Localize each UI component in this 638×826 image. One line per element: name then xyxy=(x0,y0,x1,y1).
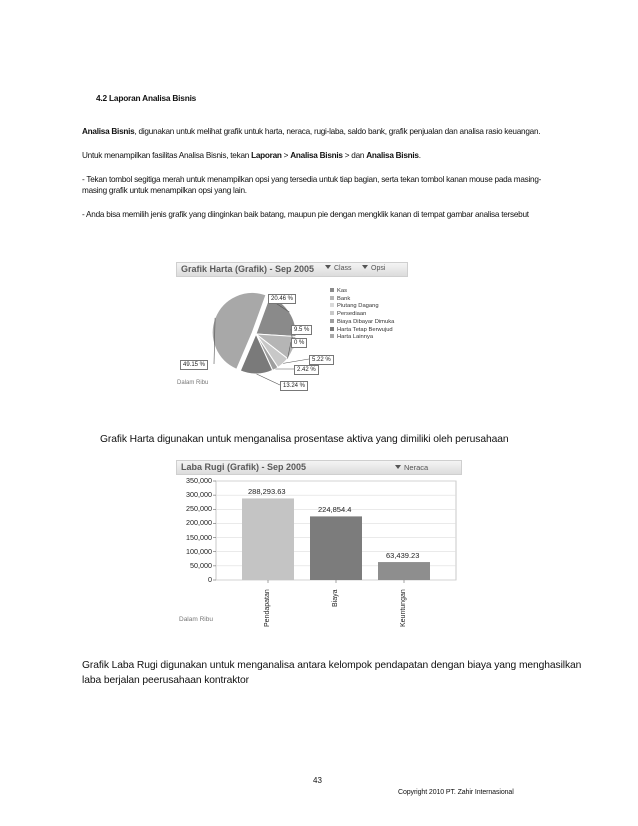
pie-value-label: 13.24 % xyxy=(280,381,308,391)
y-tick-label: 300,000 xyxy=(186,490,212,500)
pie-value-label: 20.46 % xyxy=(268,294,296,304)
caption-laba-rugi xyxy=(82,658,581,688)
bar-value-label: 288,293.63 xyxy=(248,487,286,497)
legend-item xyxy=(330,288,347,294)
legend-swatch xyxy=(330,319,334,323)
tip-1-line-1: - Tekan tombol segitiga merah untuk menampilkan opsi yang tersedia untuk tiap bagian, serta tekan tombol kanan mouse pada masing- xyxy=(82,175,542,184)
y-tick-label: 150,000 xyxy=(186,532,212,542)
menu-analisa-bisnis: Analisa Bisnis xyxy=(290,151,343,160)
legend-label: Piutang Dagang xyxy=(337,303,379,310)
section-title: 4.2 Laporan Analisa Bisnis xyxy=(96,93,197,103)
chevron-down-icon xyxy=(325,265,331,269)
menu-analisa-bisnis-2: Analisa Bisnis xyxy=(366,151,419,160)
menu-sep-2: > dan xyxy=(342,151,367,160)
y-tick-label: 250,000 xyxy=(186,504,212,514)
bar-chart-header xyxy=(176,460,462,475)
menu-path-pre: Untuk menampilkan fasilitas Analisa Bisnis, tekan xyxy=(82,151,252,160)
caption-laba-rugi-line-2: laba berjalan peerusahaan kontraktor xyxy=(82,675,249,686)
legend-item xyxy=(330,311,366,317)
pie-value-label: 49.15 % xyxy=(180,360,208,370)
legend-item xyxy=(330,303,379,309)
menu-laporan: Laporan xyxy=(251,151,282,160)
menu-path-end: . xyxy=(418,151,421,160)
pie-value-label: 5.22 % xyxy=(309,355,334,365)
term-analisa-bisnis: Analisa Bisnis xyxy=(82,127,135,136)
legend-label: Bank xyxy=(337,295,351,302)
pie-leader-line xyxy=(257,374,280,385)
caption-grafik-harta: Grafik Harta digunakan untuk menganalisa prosentase aktiva yang dimiliki oleh perusahaan xyxy=(100,434,509,445)
legend-swatch xyxy=(330,288,334,292)
class-label: Class xyxy=(334,265,352,272)
legend-item xyxy=(330,327,393,333)
pie-unit-note: Dalam Ribu xyxy=(177,380,209,386)
y-tick-label: 100,000 xyxy=(186,546,212,556)
legend-swatch xyxy=(330,327,334,331)
y-tick-label: 50,000 xyxy=(190,560,212,570)
y-tick-label: 200,000 xyxy=(186,518,212,528)
bar-chart-panel[interactable] xyxy=(176,460,462,628)
legend-label: Persediaan xyxy=(337,311,367,318)
page-number: 43 xyxy=(313,776,322,785)
legend-swatch xyxy=(330,303,334,307)
tip-1-line-2: masing grafik untuk menampilkan opsi yang lain. xyxy=(82,186,247,195)
pie-value-label: 0 % xyxy=(291,338,307,348)
y-tick-label: 350,000 xyxy=(186,476,212,485)
legend-swatch xyxy=(330,311,334,315)
legend-swatch xyxy=(330,296,334,300)
legend-item xyxy=(330,319,394,325)
class-dropdown[interactable] xyxy=(325,265,352,272)
bar-keuntungan[interactable] xyxy=(378,562,430,580)
legend-label: Harta Lainnya xyxy=(337,334,374,341)
pie-chart-title: Grafik Harta (Grafik) - Sep 2005 xyxy=(181,264,315,274)
chevron-down-icon xyxy=(362,265,368,269)
pie-value-label: 2.42 % xyxy=(294,365,319,375)
bar-pendapatan[interactable] xyxy=(242,498,294,580)
menu-sep-1: > xyxy=(281,151,291,160)
paragraph-menu-path xyxy=(82,150,421,161)
opsi-dropdown[interactable] xyxy=(362,265,385,272)
legend-item xyxy=(330,334,373,340)
legend-label: Kas xyxy=(337,288,347,294)
paragraph-tip-2: - Anda bisa memilih jenis grafik yang diinginkan baik batang, maupun pie dengan mengklik kanan di tempat gambar analisa tersebut xyxy=(82,210,529,219)
bar-biaya[interactable] xyxy=(310,516,362,580)
y-tick-label: 0 xyxy=(208,575,212,584)
legend-label: Harta Tetap Berwujud xyxy=(337,326,393,333)
opsi-label: Opsi xyxy=(371,265,386,272)
chevron-down-icon xyxy=(395,465,401,469)
bar-chart-title: Laba Rugi (Grafik) - Sep 2005 xyxy=(181,462,307,472)
bar-unit-note: Dalam Ribu xyxy=(179,616,213,623)
intro-text: , digunakan untuk melihat grafik untuk harta, neraca, rugi-laba, saldo bank, grafik penjualan dan analisa rasio keuangan. xyxy=(134,127,541,136)
bar-value-label: 224,854.4 xyxy=(318,505,352,515)
neraca-dropdown[interactable] xyxy=(395,463,428,472)
x-tick-label: Keuntungan xyxy=(400,589,407,627)
paragraph-tip-1 xyxy=(82,174,541,196)
caption-laba-rugi-line-1: Grafik Laba Rugi digunakan untuk menganalisa antara kelompok pendapatan dengan biaya yang menghasilkan xyxy=(82,660,582,671)
pie-chart-panel[interactable] xyxy=(176,262,408,392)
x-tick-label: Pendapatan xyxy=(264,589,271,627)
bar-value-label: 63,439.23 xyxy=(386,551,420,561)
x-tick-label: Biaya xyxy=(332,588,339,607)
neraca-label: Neraca xyxy=(404,463,429,472)
paragraph-intro xyxy=(82,126,540,137)
pie-chart-header xyxy=(176,262,408,277)
copyright: Copyright 2010 PT. Zahir Internasional xyxy=(398,789,514,796)
legend-swatch xyxy=(330,334,334,338)
legend-item xyxy=(330,296,350,302)
pie-value-label: 9.5 % xyxy=(291,325,312,335)
legend-label: Biaya Dibayar Dimuka xyxy=(337,318,395,325)
